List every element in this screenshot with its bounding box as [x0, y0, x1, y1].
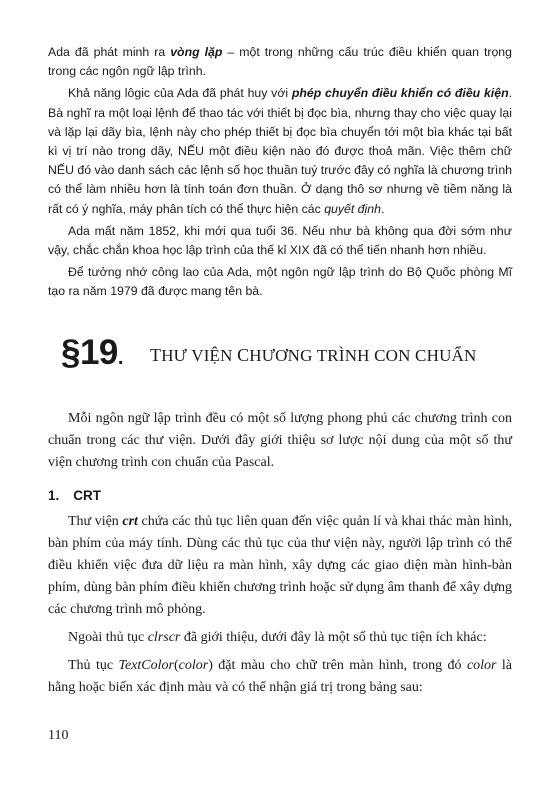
paragraph-clrscr — [48, 627, 512, 649]
paragraph-textcolor — [48, 655, 512, 699]
emphasis-crt: crt — [122, 514, 138, 529]
text-run: đã giới thiệu, dưới đây là một số thủ tục tiện ích khác: — [180, 630, 487, 645]
subsection-title: CRT — [73, 488, 102, 503]
text-run: Ada đã phát minh ra — [48, 45, 171, 59]
text-run: chứa các thủ tục liên quan đến việc quản lí và khai thác màn hình, bàn phím của máy tính. Dùng các thủ tục của thư viện này, người lập trình có thể điều khiển việc đưa dữ liệu ra màn hình, xây dựng các giao diện màn hình-bàn phím, dùng bàn phím điều khiển chương trình hoặc sử dụng âm thanh để xây dựng các chương trình mô phỏng. — [48, 514, 512, 617]
paragraph-ada-loop — [48, 43, 512, 81]
text-run: . — [380, 201, 385, 216]
emphasis-conditional-jump: phép chuyển điều khiển có điều kiện — [291, 86, 509, 101]
paragraph-crt-library — [48, 511, 512, 621]
text-run: Khả năng lôgic của Ada đã phát huy với — [68, 86, 292, 101]
emphasis-decision: quyết định — [324, 201, 381, 216]
text-run: Thủ tục — [68, 658, 119, 673]
emphasis-loop: vòng lặp — [170, 45, 223, 59]
text-run: là hằng hoặc biến xác định màu và có thể nhận giá trị trong bảng sau: — [48, 658, 513, 695]
text-run: Ngoài thủ tục — [68, 630, 148, 645]
crt-text-block — [48, 511, 512, 699]
text-run: . Bà nghĩ ra một loại lệnh để thao tác với thiết bị đọc bìa, nhưng thay cho việc quay lại và lặp lại dãy bìa, lệnh này cho phép thiết bị đọc bìa chuyển tới một bìa khác tại bất kì vị trí nào trong dãy, NẾU một điều kiện nào đó được thoả mãn. Việc thêm chữ NẾU đó vào danh sách các lệnh số học thuần tuý trước đây có nghĩa là chương trình có thể làm nhiều hơn là tính toán đơn thuần. Ở dạng thô sơ nhưng về tiềm năng là rất có ý nghĩa, máy phân tích có thể thực hiện các — [48, 86, 512, 216]
emphasis-textcolor: TextColor — [118, 658, 174, 673]
emphasis-color: color — [178, 658, 209, 673]
paragraph-ada-death: Ada mất năm 1852, khi mới qua tuổi 36. Nếu như bà không qua đời sớm như vậy, chắc chắn khoa học lập trình của thế kỉ XIX đã có thể tiến nhanh hơn nhiều. — [48, 223, 512, 258]
paragraph-ada-conditional — [48, 84, 512, 218]
text-run: ( — [173, 658, 179, 673]
emphasis-color: color — [466, 658, 497, 673]
text-run: Thư viện — [68, 514, 123, 529]
text-run: – một trong những cấu trúc điều khiển quan trọng trong các ngôn ngữ lập trình. — [48, 45, 512, 79]
section-intro — [48, 408, 512, 474]
text-run: ) đặt màu cho chữ trên màn hình, trong đó — [208, 658, 467, 673]
paragraph-intro: Mỗi ngôn ngữ lập trình đều có một số lượng phong phú các chương trình con chuẩn trong các thư viện. Dưới đây giới thiệu sơ lược nội dung của một số thư viện chương trình con chuẩn của Pascal. — [48, 411, 512, 470]
section-number: §19. — [61, 333, 123, 372]
subsection-number: 1. — [48, 488, 60, 503]
page-number: 110 — [48, 728, 69, 743]
top-text-block — [48, 43, 512, 302]
subsection-heading — [48, 487, 101, 505]
emphasis-clrscr: clrscr — [147, 630, 181, 645]
section-title: THƯ VIỆN CHƯƠNG TRÌNH CON CHUẨN — [150, 345, 477, 365]
paragraph-ada-language: Để tưởng nhớ công lao của Ada, một ngôn ngữ lập trình do Bộ Quốc phòng Mĩ tạo ra năm 1979 đã được mang tên bà. — [48, 265, 512, 299]
